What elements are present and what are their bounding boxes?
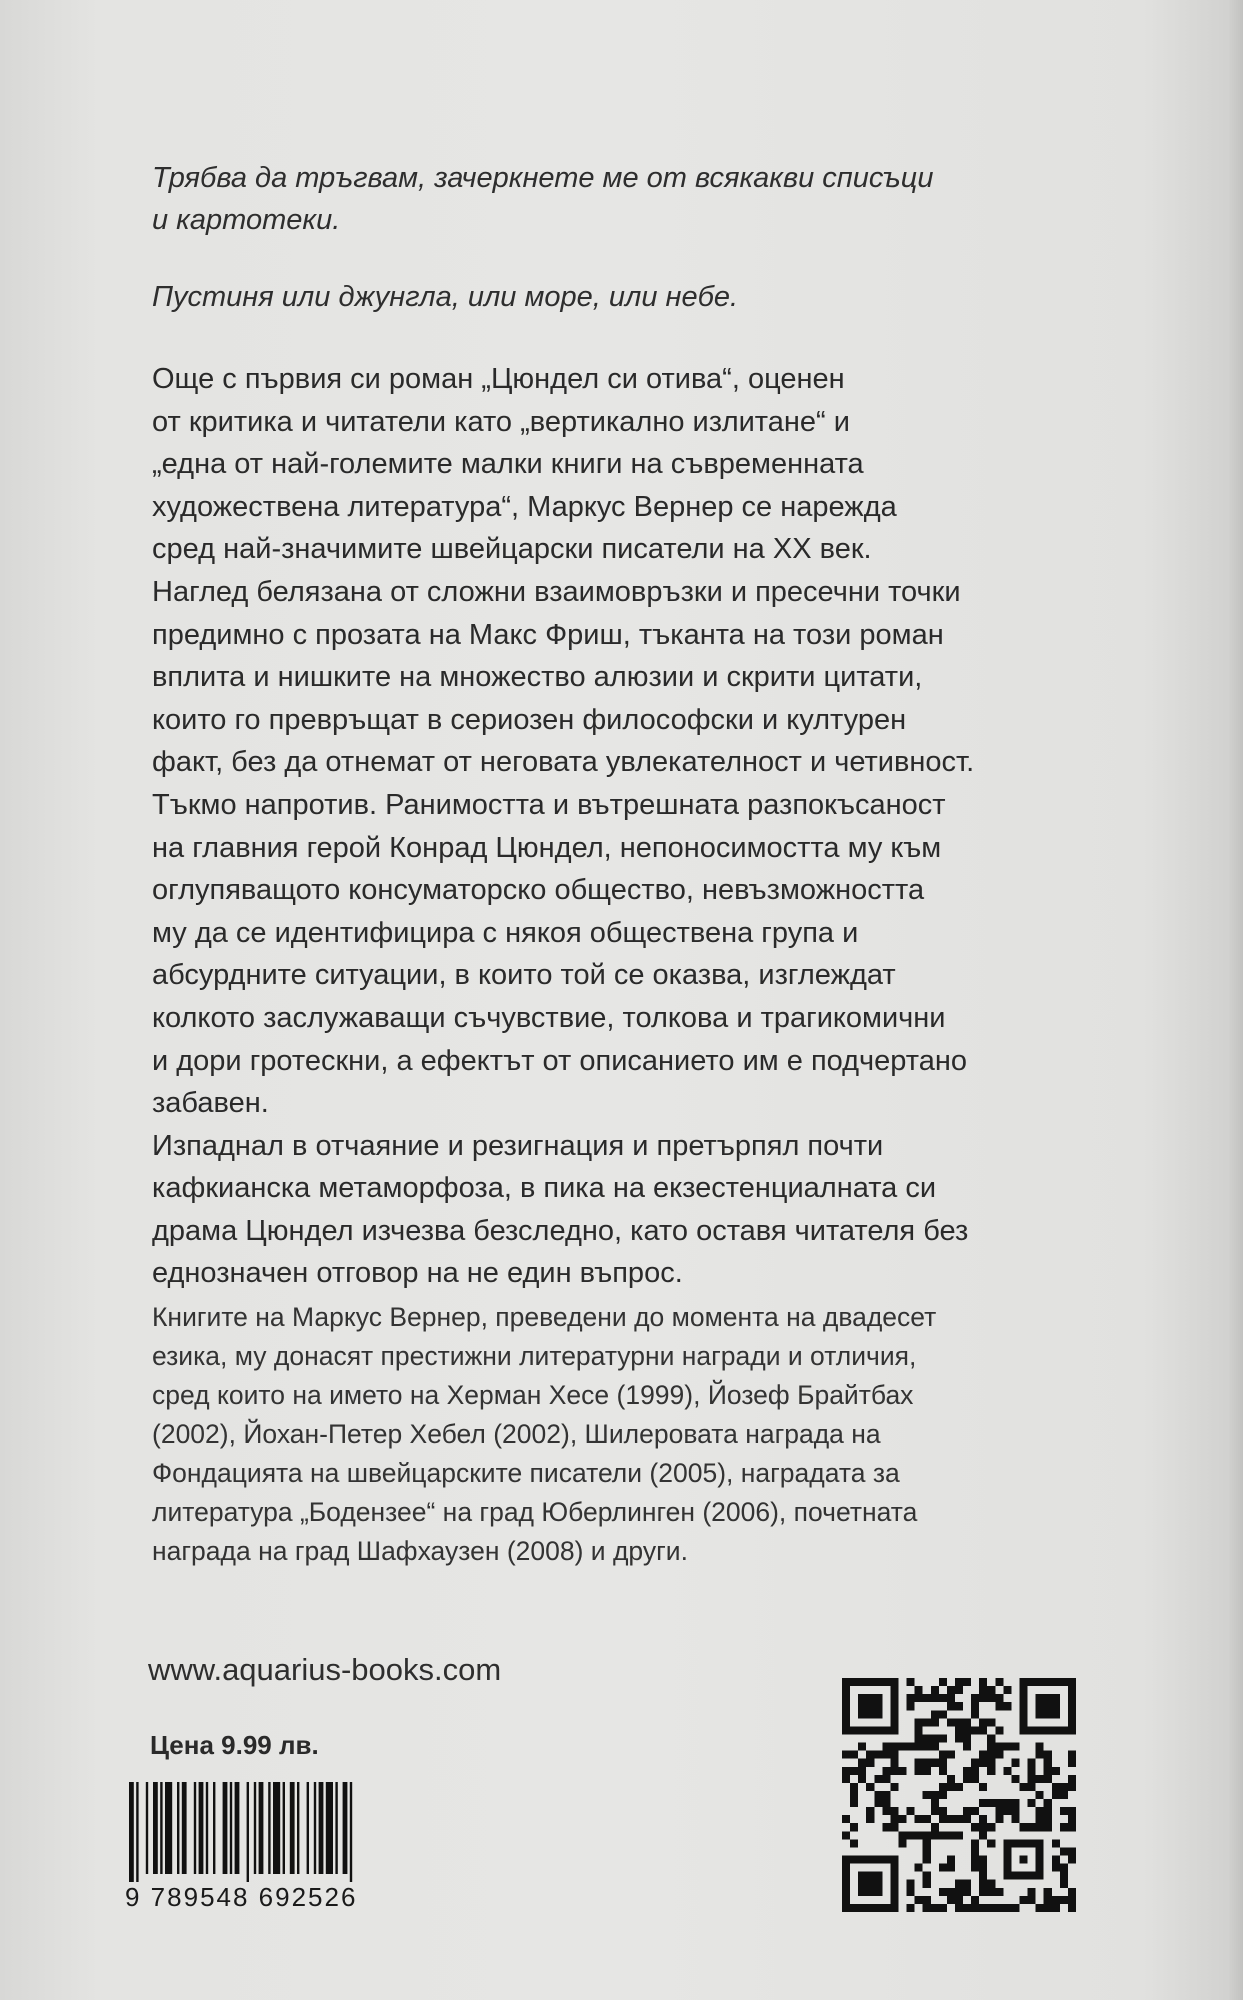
- isbn-digits: 9 789548 692526: [125, 1882, 358, 1912]
- awards-line: сред които на името на Херман Хесе (1999), Йозеф Брайтбах: [152, 1380, 914, 1410]
- description-line: му да се идентифицира с някоя обществена група и: [152, 916, 859, 949]
- description-line: оглупяващото консуматорско общество, невъзможността: [152, 874, 925, 907]
- description-line: „една от най-големите малки книги на съвременната: [152, 448, 864, 481]
- description-line: драма Цюндел изчезва безследно, като оставя читателя без: [152, 1214, 969, 1247]
- description-line: вплита и нишките на множество алюзии и скрити цитати,: [152, 661, 923, 694]
- description-line: Още с първия си роман „Цюндел си отива“, оценен: [152, 363, 845, 395]
- description-line: от критика и читатели като „вертикално излитане“ и: [152, 405, 850, 438]
- awards-line: (2002), Йохан-Петер Хебел (2002), Шилеровата награда на: [152, 1419, 881, 1449]
- description-line: кафкианска метаморфоза, в пика на екзестенциалната си: [152, 1172, 937, 1205]
- description-line: предимно с прозата на Макс Фриш, тъканта на този роман: [152, 618, 944, 651]
- description-line: художествена литература“, Маркус Вернер се нарежда: [152, 490, 897, 523]
- awards-line: Фондацията на швейцарските писатели (2005), наградата за: [152, 1458, 900, 1488]
- description-line: които го превръщат в сериозен философски и културен: [152, 703, 907, 736]
- book-description: [152, 358, 1112, 1295]
- description-line: сред най-значимите швейцарски писатели на ХХ век.: [152, 533, 872, 566]
- book-price: Цена 9.99 лв.: [150, 1730, 319, 1760]
- description-line: абсурдните ситуации, в които той се оказва, изглеждат: [152, 959, 896, 992]
- description-line: забавен.: [152, 1087, 269, 1120]
- description-line: Наглед белязана от сложни взаимовръзки и пресечни точки: [152, 575, 961, 608]
- awards-line: литература „Бодензее“ на град Юберлинген (2006), почетната: [152, 1497, 918, 1527]
- epigraph-line: Трябва да тръгвам, зачеркнете ме от всякакви списъци: [152, 162, 934, 194]
- author-awards: [152, 1298, 1112, 1571]
- cover-edge: [1229, 0, 1243, 2000]
- qr-code: [842, 1678, 1076, 1912]
- epigraph-quote: [152, 157, 1112, 241]
- description-line: еднозначен отговор на не един въпрос.: [152, 1257, 683, 1290]
- epigraph-line: и картотеки.: [152, 204, 341, 236]
- awards-line: езика, му донасят престижни литературни награди и отличия,: [152, 1341, 917, 1371]
- description-line: и дори гротескни, а ефектът от описанието им е подчертано: [152, 1044, 968, 1077]
- description-line: факт, без да отнемат от неговата увлекателност и четивност.: [152, 746, 975, 779]
- awards-line: награда на град Шафхаузен (2008) и други.: [152, 1536, 688, 1566]
- publisher-website: www.aquarius-books.com: [148, 1652, 502, 1687]
- description-line: колкото заслужаващи съчувствие, толкова и трагикомични: [152, 1001, 946, 1034]
- epigraph-quote-second: [152, 276, 1112, 318]
- awards-line: Книгите на Маркус Вернер, преведени до момента на двадесет: [152, 1302, 937, 1332]
- epigraph-line: Пустиня или джунгла, или море, или небе.: [152, 281, 739, 313]
- description-line: Изпаднал в отчаяние и резигнация и претърпял почти: [152, 1129, 884, 1162]
- description-line: Тъкмо напротив. Ранимостта и вътрешната разпокъсаност: [152, 788, 946, 821]
- description-line: на главния герой Конрад Цюндел, непоносимостта му към: [152, 831, 942, 864]
